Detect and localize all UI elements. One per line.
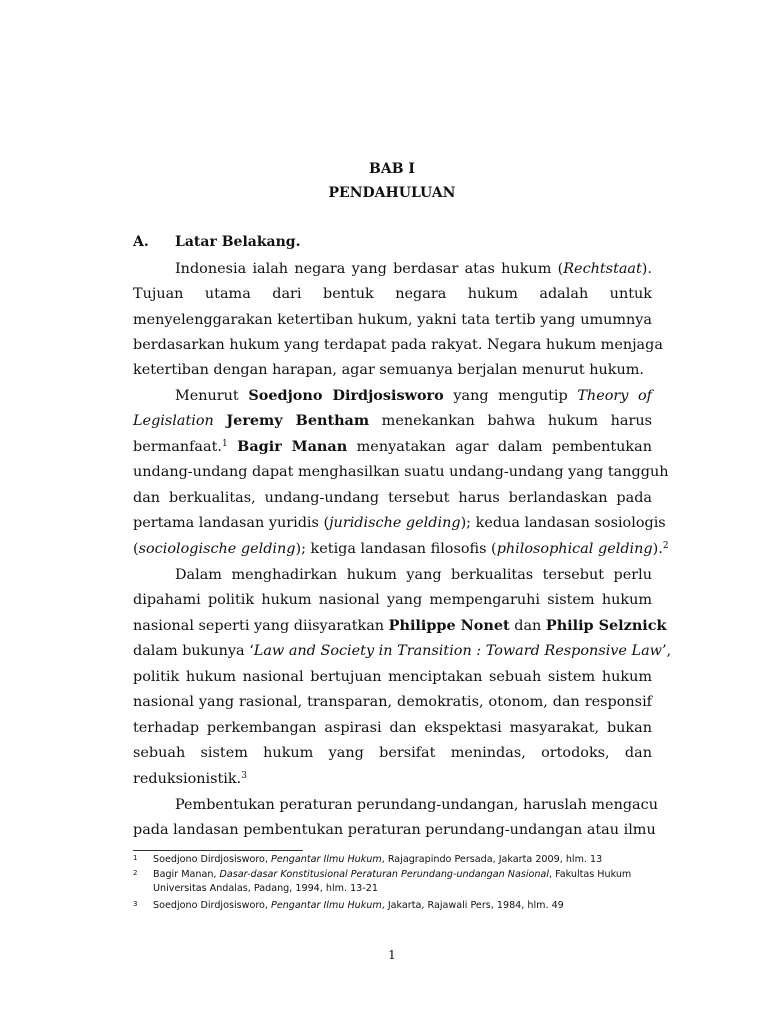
paragraph-1-line: berdasarkan hukum yang terdapat pada rakyat. Negara hukum menjaga xyxy=(133,337,663,353)
footnote-ref: 3 xyxy=(241,771,247,781)
footnote-text: Bagir Manan, Dasar-dasar Konstitusional Peraturan Perundang-undangan Nasional, Fakultas Hukum xyxy=(153,869,632,880)
paragraph-2-line: undang-undang dapat menghasilkan suatu undang-undang yang tangguh xyxy=(133,464,669,480)
paragraph-3-line: dalam bukunya ‘Law and Society in Transition : Toward Responsive Law’, xyxy=(133,643,672,659)
paragraph-4-line: pada landasan pembentukan peraturan perundang-undangan atau ilmu xyxy=(133,822,656,838)
paragraph-3-line: dipahami politik hukum nasional yang mempengaruhi sistem hukum xyxy=(133,592,652,608)
paragraph-2-line: Menurut Soedjono Dirdjosisworo yang mengutip Theory of xyxy=(175,387,653,404)
footnote-text: Soedjono Dirdjosisworo, Pengantar Ilmu Hukum, Rajagrapindo Persada, Jakarta 2009, hlm. 13 xyxy=(153,854,603,865)
section-title: Latar Belakang. xyxy=(175,234,301,250)
paragraph-1-line: ketertiban dengan harapan, agar semuanya berjalan menurut hukum. xyxy=(133,362,644,378)
paragraph-3-line: nasional seperti yang diisyaratkan Philippe Nonet dan Philip Selznick xyxy=(133,617,667,634)
footnote-ref: 2 xyxy=(662,541,669,551)
paragraph-2-line: Legislation Jeremy Bentham menekankan bahwa hukum harus xyxy=(133,412,652,429)
footnote-divider xyxy=(133,850,303,851)
footnote-text: Soedjono Dirdjosisworo, Pengantar Ilmu Hukum, Jakarta, Rajawali Pers, 1984, hlm. 49 xyxy=(153,900,564,911)
paragraph-2-line: (sociologische gelding); ketiga landasan filosofis (philosophical gelding).$^2$ xyxy=(133,541,669,557)
paragraph-3-line: terhadap perkembangan aspirasi dan ekspektasi masyarakat, bukan xyxy=(133,720,652,736)
paragraph-2-line: bermanfaat.$^1$ Bagir Manan menyatakan agar dalam pembentukan xyxy=(133,438,652,455)
chapter-label: BAB I xyxy=(369,161,415,177)
paragraph-1-line: menyelenggarakan ketertiban hukum, yakni tata tertib yang umumnya xyxy=(133,312,652,328)
page-number: 1 xyxy=(388,948,396,962)
chapter-title: PENDAHULUAN xyxy=(328,185,456,201)
footnote-number: 3 xyxy=(133,900,138,908)
paragraph-3-line: reduksionistik.$^3$ xyxy=(133,771,247,787)
paragraph-3-line: nasional yang rasional, transparan, demokratis, otonom, dan responsif xyxy=(133,694,652,710)
paragraph-4-line: Pembentukan peraturan perundang-undangan, haruslah mengacu xyxy=(175,797,658,813)
paragraph-3-line: politik hukum nasional bertujuan menciptakan sebuah sistem hukum xyxy=(133,669,652,685)
footnote-ref: 1 xyxy=(221,439,228,449)
footnote-number: 1 xyxy=(133,854,138,862)
paragraph-2-line: dan berkualitas, undang-undang tersebut harus berlandaskan pada xyxy=(133,490,652,506)
paragraph-1-line: Tujuan utama dari bentuk negara hukum adalah untuk xyxy=(133,286,652,302)
paragraph-1-line: Indonesia ialah negara yang berdasar atas hukum (Rechtstaat). xyxy=(175,261,652,277)
paragraph-3-line: sebuah sistem hukum yang bersifat menindas, ortodoks, dan xyxy=(133,745,652,761)
section-letter: A. xyxy=(133,234,149,250)
footnote-number: 2 xyxy=(133,869,138,877)
footnote-text-continued: Universitas Andalas, Padang, 1994, hlm. 13-21 xyxy=(153,883,378,894)
paragraph-3-line: Dalam menghadirkan hukum yang berkualitas tersebut perlu xyxy=(175,567,652,583)
paragraph-2-line: pertama landasan yuridis (juridische gelding); kedua landasan sosiologis xyxy=(133,515,666,531)
